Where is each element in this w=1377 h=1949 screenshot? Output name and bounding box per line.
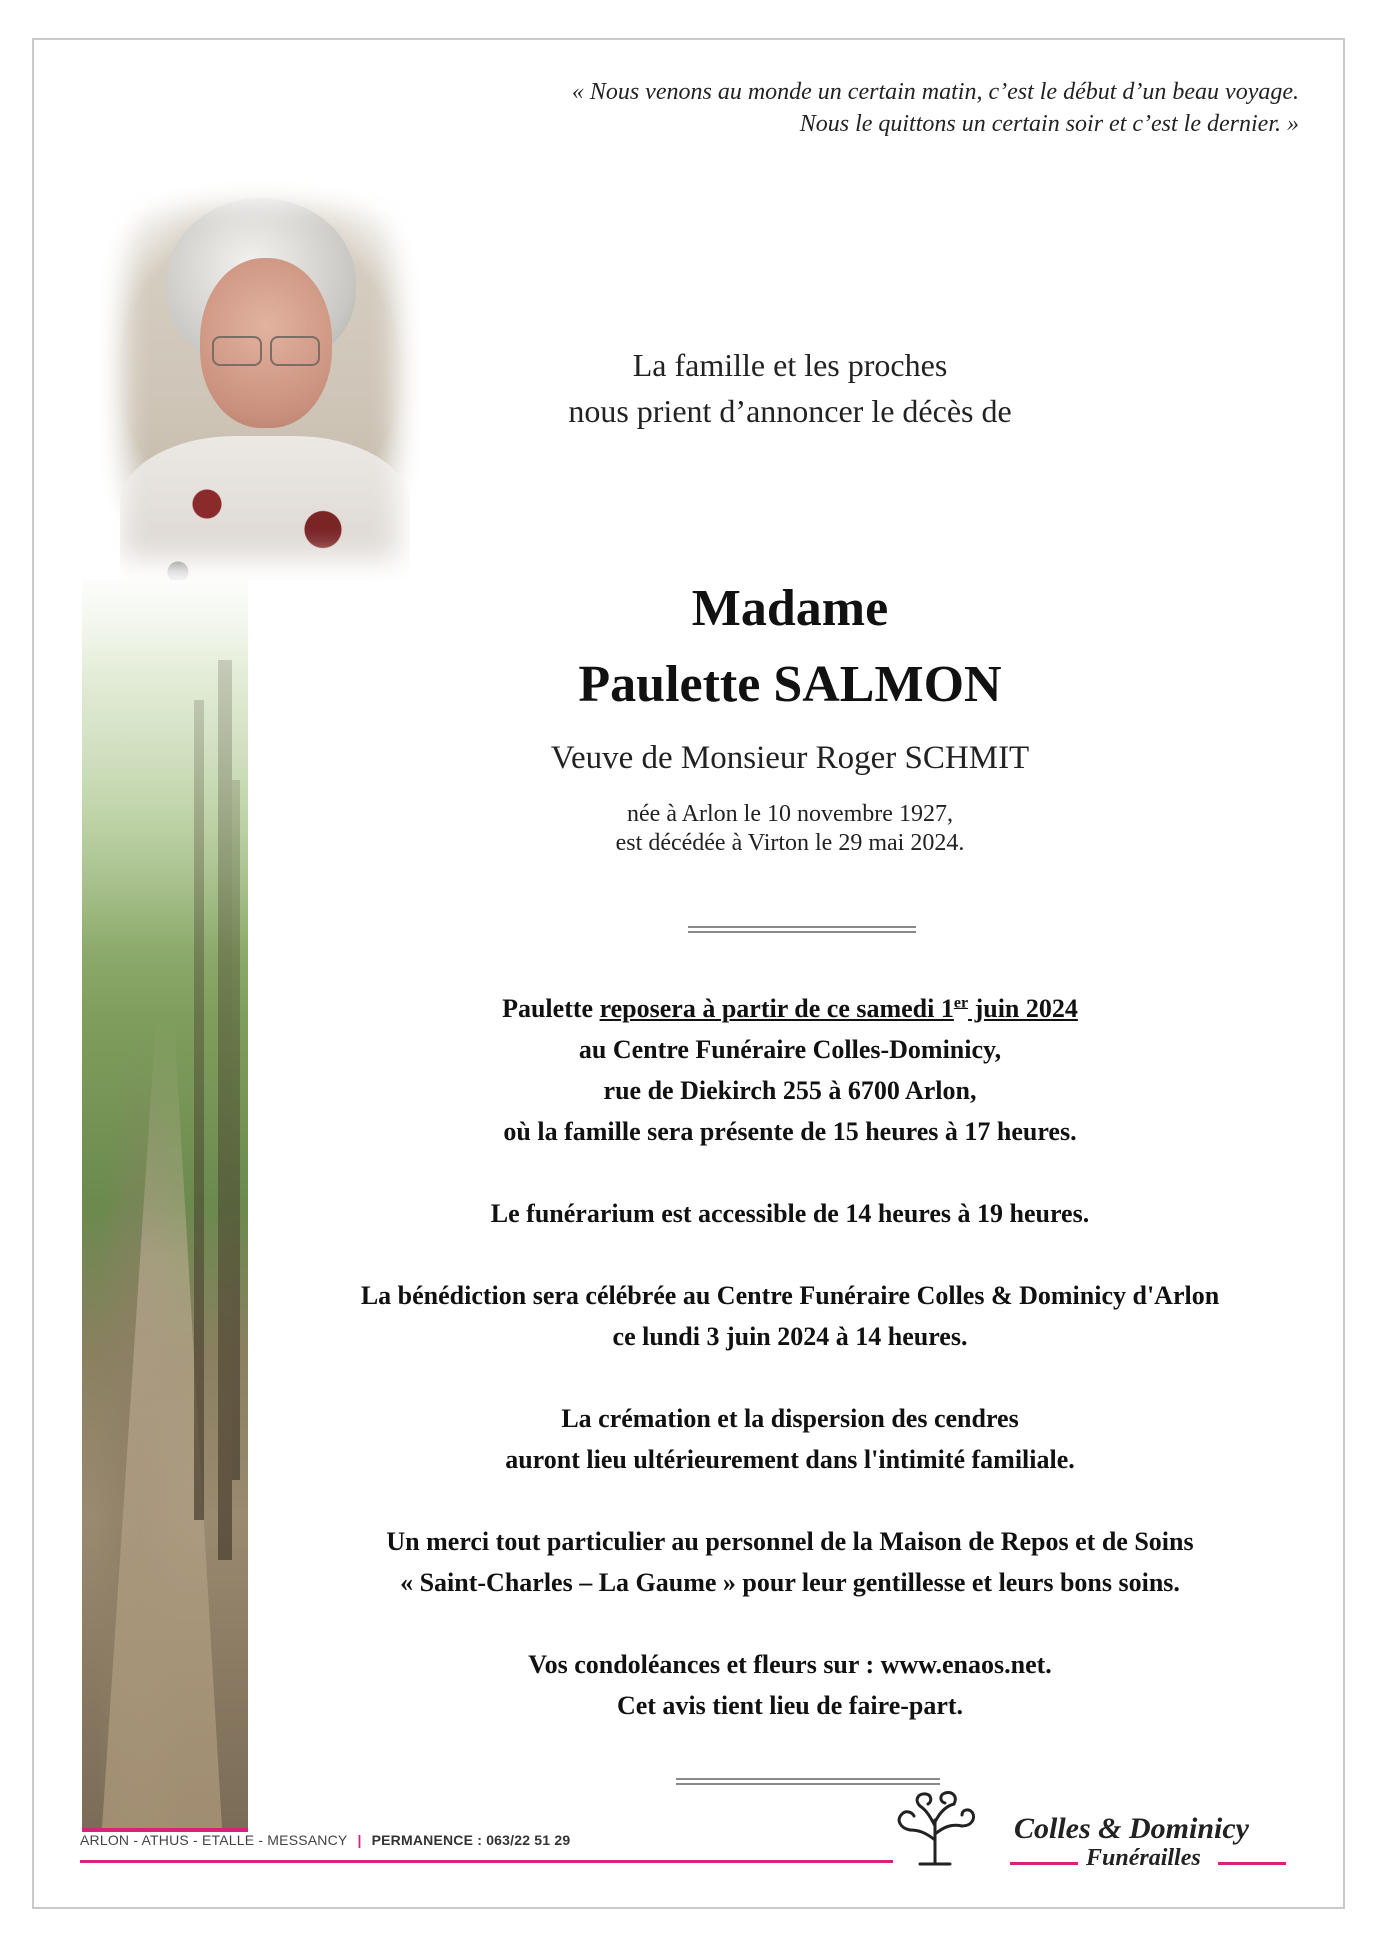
cremation-line-1: La crémation et la dispersion des cendres bbox=[561, 1404, 1019, 1433]
blessing-paragraph bbox=[270, 1275, 1310, 1357]
condolences-line-1: Vos condoléances et fleurs sur : www.enaos.net. bbox=[528, 1650, 1052, 1679]
brand-name: Colles & Dominicy bbox=[1014, 1812, 1249, 1845]
footer-contact bbox=[80, 1832, 570, 1848]
quote-line-1: « Nous venons au monde un certain matin, c’est le début d’un beau voyage. bbox=[571, 79, 1299, 105]
death-line: est décédée à Virton le 29 mai 2024. bbox=[615, 830, 965, 856]
blessing-line-1: La bénédiction sera célébrée au Centre Funéraire Colles & Dominicy d'Arlon bbox=[360, 1281, 1220, 1310]
deceased-name: Paulette SALMON bbox=[578, 656, 1002, 713]
footer-permanence: PERMANENCE : 063/22 51 29 bbox=[371, 1832, 571, 1848]
blessing-line-2: ce lundi 3 juin 2024 à 14 heures. bbox=[612, 1322, 968, 1351]
ceremony-info bbox=[270, 988, 1310, 1767]
footer-rule bbox=[80, 1860, 893, 1863]
thanks-line-2: « Saint-Charles – La Gaume » pour leur gentillesse et leurs bons soins. bbox=[400, 1568, 1180, 1597]
birth-line: née à Arlon le 10 novembre 1927, bbox=[627, 801, 953, 827]
viewing-location: au Centre Funéraire Colles-Dominicy, bbox=[578, 1035, 1002, 1064]
announcement-intro bbox=[270, 342, 1310, 434]
widow-of: Veuve de Monsieur Roger SCHMIT bbox=[550, 740, 1030, 776]
footer-separator: | bbox=[357, 1832, 362, 1848]
condolences-line-2: Cet avis tient lieu de faire-part. bbox=[616, 1691, 964, 1720]
intro-line-1: La famille et les proches bbox=[632, 347, 948, 383]
thanks-line-1: Un merci tout particulier au personnel de la Maison de Repos et de Soins bbox=[386, 1527, 1194, 1556]
viewing-hours: où la famille sera présente de 15 heures à 17 heures. bbox=[503, 1117, 1077, 1146]
brand-line-right bbox=[1218, 1862, 1286, 1865]
life-dates bbox=[270, 800, 1310, 858]
viewing-date-sup: er bbox=[953, 994, 969, 1012]
cremation-line-2: auront lieu ultérieurement dans l'intimité familiale. bbox=[505, 1445, 1075, 1474]
tree-logo-icon bbox=[890, 1790, 980, 1866]
viewing-date-part1: reposera à partir de ce samedi 1 bbox=[599, 994, 954, 1023]
divider-bottom bbox=[676, 1778, 940, 1785]
funerarium-hours: Le funérarium est accessible de 14 heures à 19 heures. bbox=[490, 1199, 1090, 1228]
viewing-address: rue de Diekirch 255 à 6700 Arlon, bbox=[603, 1076, 977, 1105]
forest-path-image bbox=[82, 580, 248, 1828]
brand-subtitle: Funérailles bbox=[1086, 1845, 1201, 1871]
condolences-paragraph bbox=[270, 1644, 1310, 1726]
divider-top bbox=[688, 926, 916, 933]
viewing-name: Paulette bbox=[502, 994, 600, 1023]
viewing-paragraph bbox=[270, 988, 1310, 1152]
viewing-date-part2: juin 2024 bbox=[968, 994, 1078, 1023]
footer-locations: ARLON - ATHUS - ETALLE - MESSANCY bbox=[80, 1832, 348, 1848]
intro-line-2: nous prient d’annoncer le décès de bbox=[568, 393, 1012, 429]
deceased-title: Madame bbox=[691, 580, 889, 637]
brand-line-left bbox=[1010, 1862, 1078, 1865]
cremation-paragraph bbox=[270, 1398, 1310, 1480]
epigraph-quote bbox=[399, 76, 1299, 140]
thanks-paragraph bbox=[270, 1521, 1310, 1603]
quote-line-2: Nous le quittons un certain soir et c’est le dernier. » bbox=[799, 111, 1299, 137]
